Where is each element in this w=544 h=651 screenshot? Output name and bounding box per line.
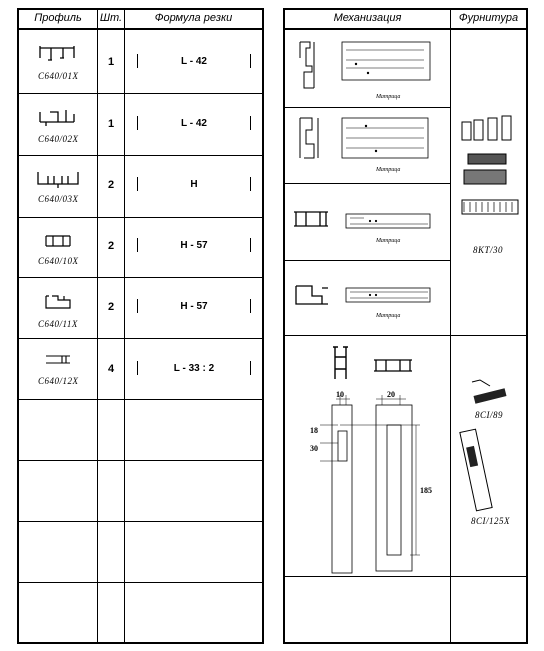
cutting-formula: H [190, 179, 198, 190]
profile-code: C640/12X [38, 376, 79, 386]
profile-code: C640/01X [38, 71, 79, 81]
hardware-part-drawing [466, 376, 516, 406]
row-divider [17, 217, 264, 218]
row-divider [17, 277, 264, 278]
column-divider [450, 8, 451, 644]
matrix-label: Матрица [376, 313, 401, 319]
formula-bar-right [250, 54, 251, 68]
formula-bar-right [250, 177, 251, 191]
cutting-formula: L - 33 : 2 [173, 363, 215, 374]
formula-bar-right [250, 299, 251, 313]
mechanization-drawing [292, 208, 432, 232]
cutting-formula: H - 57 [180, 240, 208, 251]
profile-section-drawing [372, 358, 414, 374]
hardware-code: 8CI/125X [471, 516, 510, 526]
dimension-label: 185 [420, 486, 432, 495]
hardware-code: 8KT/30 [473, 245, 504, 255]
row-divider [17, 521, 264, 522]
profile-code: C640/10X [38, 256, 79, 266]
quantity: 4 [107, 363, 115, 375]
quantity: 1 [107, 118, 115, 130]
quantity: 2 [107, 240, 115, 252]
row-divider [17, 399, 264, 400]
profile-code: C640/11X [38, 319, 78, 329]
header-profile: Профиль [34, 12, 82, 24]
cutting-formula: H - 57 [180, 301, 208, 312]
row-divider [283, 576, 528, 577]
profile-code: C640/03X [38, 194, 79, 204]
row-divider [17, 155, 264, 156]
matrix-label: Матрица [376, 167, 401, 173]
dimension-label: 30 [310, 444, 318, 453]
header-divider [17, 28, 264, 30]
quantity: 1 [107, 56, 115, 68]
mechanization-drawing [292, 282, 432, 308]
dimension-label: 10 [336, 390, 344, 399]
quantity: 2 [107, 301, 115, 313]
profile-drawing [36, 170, 82, 192]
matrix-label: Матрица [376, 238, 401, 244]
profile-drawing [38, 108, 78, 130]
header-qty: Шт. [99, 12, 123, 24]
row-divider [283, 260, 450, 261]
header-hardware: Фурнитура [458, 12, 519, 24]
formula-bar-right [250, 238, 251, 252]
column-divider [124, 8, 125, 644]
formula-bar-right [250, 361, 251, 375]
row-divider [283, 107, 450, 108]
profile-drawing [44, 354, 74, 366]
cutting-formula: L - 42 [181, 118, 207, 129]
row-divider [17, 338, 264, 339]
cutting-formula: L - 42 [181, 56, 207, 67]
row-divider [17, 582, 264, 583]
header-formula: Формула резки [154, 12, 233, 24]
hardware-kit-drawing [458, 112, 522, 232]
dimension-label: 20 [387, 390, 395, 399]
mechanization-drawing [296, 38, 436, 98]
profile-section-drawing [332, 345, 352, 383]
quantity: 2 [107, 179, 115, 191]
header-divider [283, 28, 528, 30]
dimension-label: 18 [310, 426, 318, 435]
profile-drawing [44, 234, 74, 248]
header-mechanization: Механизация [333, 12, 402, 24]
hardware-part-drawing [458, 426, 506, 516]
profile-drawing [38, 44, 78, 66]
row-divider [17, 460, 264, 461]
profile-drawing [44, 292, 74, 310]
mechanization-drawing [296, 114, 436, 166]
row-divider [17, 93, 264, 94]
row-divider [283, 335, 528, 336]
matrix-label: Матрица [376, 94, 401, 100]
column-divider [97, 8, 98, 644]
formula-bar-right [250, 116, 251, 130]
row-divider [283, 183, 450, 184]
hole-drilling-diagram [310, 395, 440, 575]
hardware-code: 8CI/89 [475, 410, 504, 420]
profile-code: C640/02X [38, 134, 79, 144]
